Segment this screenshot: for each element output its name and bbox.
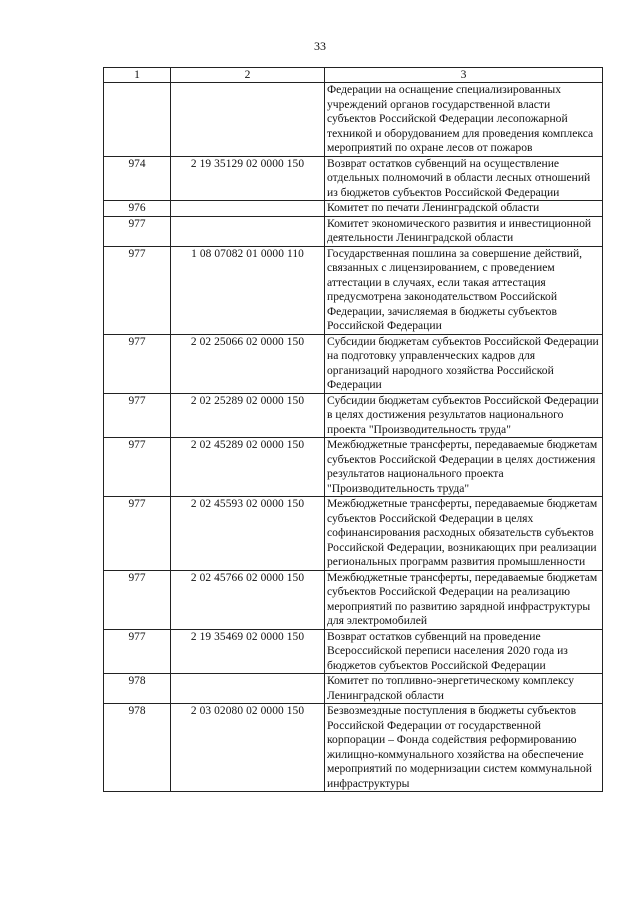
admin-code-cell: 977 [104, 497, 171, 571]
page-number: 33 [314, 39, 326, 53]
table-row [104, 393, 603, 438]
admin-code-cell: 977 [104, 246, 171, 334]
kbk-code-cell: 2 02 45593 02 0000 150 [171, 497, 325, 571]
table-row [104, 156, 603, 201]
admin-code-cell: 977 [104, 570, 171, 629]
kbk-code-cell [171, 674, 325, 704]
description-cell: Межбюджетные трансферты, передаваемые бюджетам субъектов Российской Федерации на реализацию мероприятий по развитию зарядной инфраструктуры для электромобилей [325, 570, 603, 629]
kbk-code-cell: 2 02 25289 02 0000 150 [171, 393, 325, 438]
description-cell: Возврат остатков субвенций на проведение Всероссийской переписи населения 2020 года из бюджетов субъектов Российской Федерации [325, 629, 603, 674]
table-row [104, 438, 603, 497]
description-cell: Субсидии бюджетам субъектов Российской Федерации на подготовку управленческих кадров для организаций народного хозяйства Российской Федерации [325, 334, 603, 393]
description-cell: Федерации на оснащение специализированных учреждений органов государственной власти субъектов Российской Федерации лесопожарной техникой и оборудованием для проведения комплекса мероприятий по охране лесов от пожаров [325, 83, 603, 157]
column-header-3: 3 [325, 68, 603, 83]
admin-code-cell: 978 [104, 674, 171, 704]
kbk-code-cell: 2 19 35469 02 0000 150 [171, 629, 325, 674]
description-cell: Межбюджетные трансферты, передаваемые бюджетам субъектов Российской Федерации в целях достижения результатов национального проекта "Производительность труда" [325, 438, 603, 497]
admin-code-cell: 974 [104, 156, 171, 201]
table-row [104, 674, 603, 704]
table-header-row [104, 68, 603, 83]
kbk-code-cell: 1 08 07082 01 0000 110 [171, 246, 325, 334]
admin-code-cell: 977 [104, 438, 171, 497]
table-row [104, 83, 603, 157]
admin-code-cell: 977 [104, 629, 171, 674]
budget-codes-table [103, 67, 603, 792]
description-cell: Межбюджетные трансферты, передаваемые бюджетам субъектов Российской Федерации в целях софинансирования расходных обязательств субъектов Российской Федерации, возникающих при реализации региональных программ развития промышленности [325, 497, 603, 571]
description-cell: Безвозмездные поступления в бюджеты субъектов Российской Федерации от государственной корпорации – Фонда содействия реформированию жилищно-коммунального хозяйства на обеспечение мероприятий по модернизации систем коммунальной инфраструктуры [325, 704, 603, 792]
column-header-2: 2 [171, 68, 325, 83]
table-row [104, 570, 603, 629]
table-row [104, 704, 603, 792]
description-cell: Государственная пошлина за совершение действий, связанных с лицензированием, с проведением аттестации в случаях, если такая аттестация предусмотрена законодательством Российской Федерации, зачисляемая в бюджеты субъектов Российской Федерации [325, 246, 603, 334]
kbk-code-cell: 2 02 25066 02 0000 150 [171, 334, 325, 393]
description-cell: Субсидии бюджетам субъектов Российской Федерации в целях достижения результатов национального проекта "Производительность труда" [325, 393, 603, 438]
kbk-code-cell: 2 03 02080 02 0000 150 [171, 704, 325, 792]
admin-code-cell: 976 [104, 201, 171, 217]
admin-code-cell: 977 [104, 393, 171, 438]
admin-code-cell [104, 83, 171, 157]
kbk-code-cell [171, 201, 325, 217]
admin-code-cell: 977 [104, 334, 171, 393]
table-row [104, 497, 603, 571]
table-row [104, 629, 603, 674]
description-cell: Комитет экономического развития и инвестиционной деятельности Ленинградской области [325, 216, 603, 246]
table-row [104, 216, 603, 246]
table-row [104, 334, 603, 393]
kbk-code-cell: 2 02 45766 02 0000 150 [171, 570, 325, 629]
table-row [104, 201, 603, 217]
admin-code-cell: 978 [104, 704, 171, 792]
table-row [104, 246, 603, 334]
column-header-1: 1 [104, 68, 171, 83]
admin-code-cell: 977 [104, 216, 171, 246]
kbk-code-cell [171, 216, 325, 246]
kbk-code-cell [171, 83, 325, 157]
kbk-code-cell: 2 19 35129 02 0000 150 [171, 156, 325, 201]
description-cell: Возврат остатков субвенций на осуществление отдельных полномочий в области лесных отношений из бюджетов субъектов Российской Федерации [325, 156, 603, 201]
kbk-code-cell: 2 02 45289 02 0000 150 [171, 438, 325, 497]
description-cell: Комитет по печати Ленинградской области [325, 201, 603, 217]
description-cell: Комитет по топливно-энергетическому комплексу Ленинградской области [325, 674, 603, 704]
